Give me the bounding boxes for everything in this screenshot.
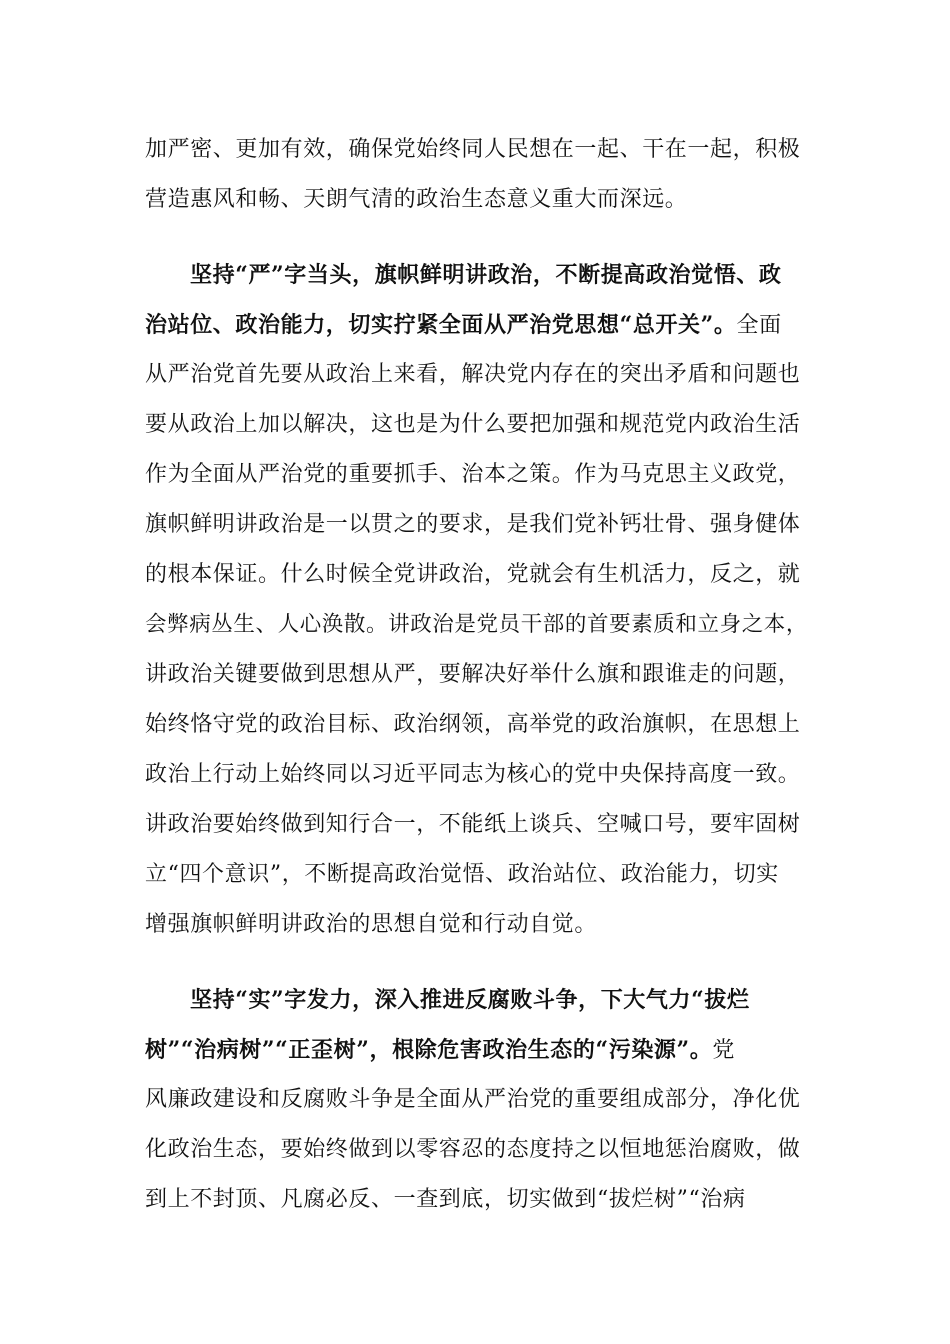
text-run: 风廉政建设和反腐败斗争是全面从严治党的重要组成部分，净化优 <box>145 1087 801 1112</box>
text-line <box>145 1130 815 1170</box>
text-run: 要从政治上加以解决，这也是为什么要把加强和规范党内政治生活 <box>145 412 801 437</box>
text-run: 营造惠风和畅、天朗气清的政治生态意义重大而深远。 <box>145 187 688 212</box>
text-line <box>145 505 815 545</box>
text-run: 旗帜鲜明讲政治是一以贯之的要求，是我们党补钙壮骨、强身健体 <box>145 512 801 537</box>
text-run: 讲政治要始终做到知行合一，不能纸上谈兵、空喊口号，要牢固树 <box>145 812 801 837</box>
bold-heading-run: 治站位、政治能力，切实拧紧全面从严治党思想“总开关”。 <box>145 312 737 338</box>
text-run: 化政治生态，要始终做到以零容忍的态度持之以恒地惩治腐败，做 <box>145 1137 801 1162</box>
text-run: 加严密、更加有效，确保党始终同人民想在一起、干在一起，积极 <box>145 137 801 162</box>
text-run: 始终恪守党的政治目标、政治纲领，高举党的政治旗帜，在思想上 <box>145 712 801 737</box>
text-run: 到上不封顶、凡腐必反、一查到底，切实做到“拔烂树”“治病 <box>145 1187 746 1212</box>
text-line <box>190 255 860 295</box>
text-run: 作为全面从严治党的重要抓手、治本之策。作为马克思主义政党， <box>145 462 801 487</box>
text-line <box>145 405 815 445</box>
text-line <box>145 555 815 595</box>
text-line <box>145 1030 815 1070</box>
text-run: 党 <box>712 1038 735 1063</box>
bold-heading-run: 树”“治病树”“正歪树”，根除危害政治生态的“污染源”。 <box>145 1037 713 1063</box>
text-run: 讲政治关键要做到思想从严，要解决好举什么旗和跟谁走的问题， <box>145 662 801 687</box>
text-line <box>145 605 815 645</box>
bold-heading-run: 坚持“严”字当头，旗帜鲜明讲政治，不断提高政治觉悟、政 <box>190 262 782 288</box>
text-run: 增强旗帜鲜明讲政治的思想自觉和行动自觉。 <box>145 912 598 937</box>
text-line <box>145 655 815 695</box>
text-line <box>145 355 815 395</box>
text-run: 会弊病丛生、人心涣散。讲政治是党员干部的首要素质和立身之本， <box>145 612 809 637</box>
text-line <box>145 130 815 170</box>
bold-heading-run: 坚持“实”字发力，深入推进反腐败斗争，下大气力“拔烂 <box>190 987 750 1013</box>
text-line <box>145 805 815 845</box>
text-run: 的根本保证。什么时候全党讲政治，党就会有生机活力，反之，就 <box>145 562 801 587</box>
text-run: 全面 <box>736 313 782 338</box>
text-line <box>145 305 815 345</box>
text-line <box>145 705 815 745</box>
text-line <box>145 905 815 945</box>
text-line <box>145 1080 815 1120</box>
text-run: 立“四个意识”，不断提高政治觉悟、政治站位、政治能力，切实 <box>145 862 779 887</box>
text-line <box>145 855 815 895</box>
text-line <box>145 755 815 795</box>
text-run: 政治上行动上始终同以习近平同志为核心的党中央保持高度一致。 <box>145 762 801 787</box>
text-line <box>190 980 860 1020</box>
text-line <box>145 1180 815 1220</box>
text-line <box>145 455 815 495</box>
text-line <box>145 180 815 220</box>
text-run: 从严治党首先要从政治上来看，解决党内存在的突出矛盾和问题也 <box>145 362 801 387</box>
